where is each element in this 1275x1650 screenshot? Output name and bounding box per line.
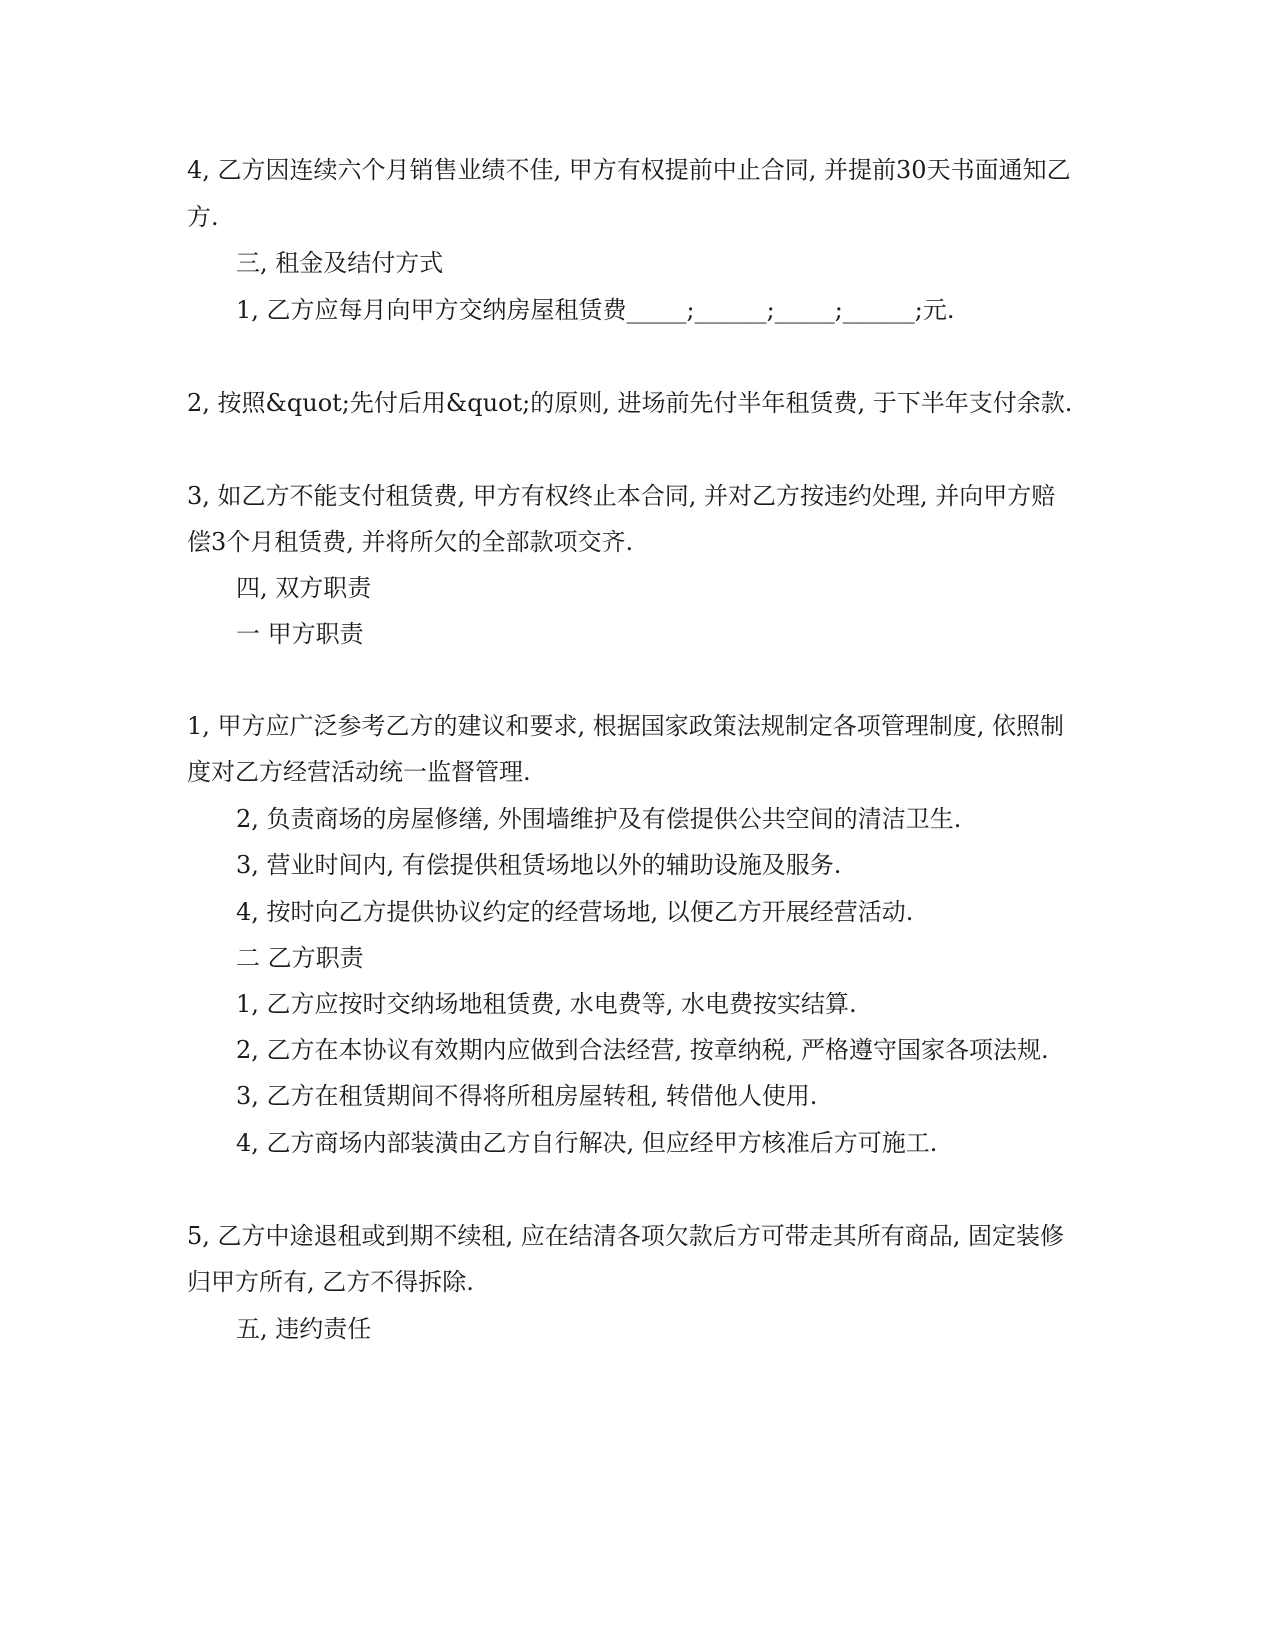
- party-a-duty-1-line-2: 度对乙方经营活动统一监督管理.: [187, 758, 531, 786]
- section-4-heading: 四, 双方职责: [236, 574, 372, 602]
- rent-clause-2: 2, 按照&quot;先付后用&quot;的原则, 进场前先付半年租赁费, 于下半年支付余款.: [187, 389, 1073, 417]
- section-3-heading: 三, 租金及结付方式: [236, 249, 444, 277]
- party-b-duty-3: 3, 乙方在租赁期间不得将所租房屋转租, 转借他人使用.: [236, 1082, 818, 1110]
- party-b-duty-5-line-1: 5, 乙方中途退租或到期不续租, 应在结清各项欠款后方可带走其所有商品, 固定装修: [187, 1222, 1065, 1250]
- party-b-duty-5-line-2: 归甲方所有, 乙方不得拆除.: [187, 1268, 474, 1296]
- party-b-duties-heading: 二 乙方职责: [236, 944, 364, 972]
- section-5-heading: 五, 违约责任: [236, 1315, 372, 1343]
- party-a-duty-1-line-1: 1, 甲方应广泛参考乙方的建议和要求, 根据国家政策法规制定各项管理制度, 依照制: [187, 712, 1065, 740]
- party-a-duty-4: 4, 按时向乙方提供协议约定的经营场地, 以便乙方开展经营活动.: [236, 898, 914, 926]
- party-a-duty-3: 3, 营业时间内, 有偿提供租赁场地以外的辅助设施及服务.: [236, 851, 842, 879]
- clause-4-line-1: 4, 乙方因连续六个月销售业绩不佳, 甲方有权提前中止合同, 并提前30天书面通知乙: [187, 156, 1071, 184]
- clause-4-line-2: 方.: [187, 203, 219, 231]
- party-a-duties-heading: 一 甲方职责: [236, 620, 364, 648]
- rent-clause-3-line-1: 3, 如乙方不能支付租赁费, 甲方有权终止本合同, 并对乙方按违约处理, 并向甲方赔: [187, 482, 1056, 510]
- party-b-duty-2: 2, 乙方在本协议有效期内应做到合法经营, 按章纳税, 严格遵守国家各项法规.: [236, 1036, 1049, 1064]
- party-a-duty-2: 2, 负责商场的房屋修缮, 外围墙维护及有偿提供公共空间的清洁卫生.: [236, 805, 962, 833]
- party-b-duty-4: 4, 乙方商场内部装潢由乙方自行解决, 但应经甲方核准后方可施工.: [236, 1129, 938, 1157]
- rent-clause-1: 1, 乙方应每月向甲方交纳房屋租赁费_____;______;_____;______;元.: [236, 296, 955, 324]
- party-b-duty-1: 1, 乙方应按时交纳场地租赁费, 水电费等, 水电费按实结算.: [236, 990, 857, 1018]
- rent-clause-3-line-2: 偿3个月租赁费, 并将所欠的全部款项交齐.: [187, 528, 634, 556]
